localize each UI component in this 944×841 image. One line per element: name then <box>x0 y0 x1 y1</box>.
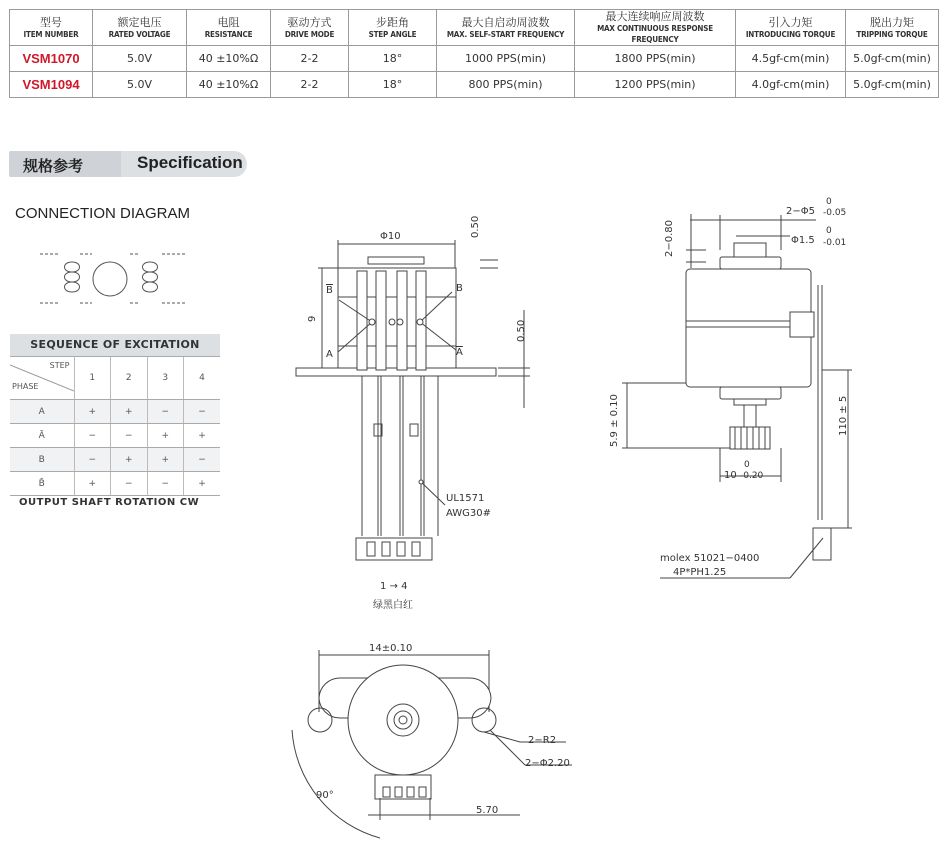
dim-10: 10 <box>724 470 737 481</box>
excitation-cell: + <box>184 472 221 496</box>
dim-top-050: 0.50 <box>470 215 481 238</box>
excitation-cell: − <box>111 424 148 448</box>
header-tripping-torque: 脱出力矩 TRIPPING TORQUE <box>846 10 939 46</box>
connection-diagram-title: CONNECTION DIAGRAM <box>15 205 191 222</box>
tol-phi5-lower: -0.05 <box>823 208 847 218</box>
wire-colors: 绿黑白红 <box>373 600 413 611</box>
label-a-bar: $\overline{A}$ <box>456 347 463 358</box>
side-view-drawing <box>622 214 852 578</box>
table-cell: 2-2 <box>271 72 349 98</box>
model-cell: VSM1094 <box>10 72 93 98</box>
header-resistance: 电阻 RESISTANCE <box>187 10 271 46</box>
dim-phi15: Φ1.5 <box>791 235 815 246</box>
dim-phi5: 2−Φ5 <box>786 206 815 217</box>
table-cell: 800 PPS(min) <box>437 72 575 98</box>
sequence-header-row <box>10 357 220 400</box>
sequence-row <box>10 424 220 448</box>
phase-cell: B <box>10 448 74 472</box>
dim-59: 5.9 ± 0.10 <box>609 394 620 447</box>
header-continuous: 最大连续响应周波数 MAX CONTINUOUS RESPONSE FREQUENCY <box>575 10 736 46</box>
header-drive-mode: 驱动方式 DRIVE MODE <box>271 10 349 46</box>
step-phase-header <box>10 357 74 400</box>
coil-right-icon <box>130 254 185 303</box>
phase-cell: Ā <box>10 424 74 448</box>
excitation-cell: + <box>184 424 221 448</box>
cable-spec-2: AWG30# <box>446 508 492 519</box>
tol-phi5-upper: 0 <box>826 197 832 207</box>
tol-10-lower: -0.20 <box>740 471 764 481</box>
excitation-cell: − <box>184 448 221 472</box>
section-title-cn: 规格参考 <box>23 157 84 175</box>
excitation-cell: + <box>147 424 184 448</box>
section-banner <box>9 151 247 177</box>
excitation-cell: − <box>74 448 111 472</box>
section-title-en: Specification <box>137 153 243 172</box>
tol-phi15-lower: -0.01 <box>823 238 847 248</box>
table-cell: 40 ±10%Ω <box>187 72 271 98</box>
table-cell: 5.0gf-cm(min) <box>846 46 939 72</box>
dim-height-9: 9 <box>307 315 318 322</box>
step-label: STEP <box>49 361 70 370</box>
dim-r2: 2−R2 <box>528 735 557 746</box>
table-row <box>10 46 939 72</box>
sequence-row <box>10 472 220 496</box>
table-cell: 18° <box>349 72 437 98</box>
excitation-cell: + <box>74 472 111 496</box>
sequence-row <box>10 448 220 472</box>
dim-phi220: 2−Φ2.20 <box>525 758 570 769</box>
step-number: 4 <box>184 357 221 400</box>
sequence-row <box>10 400 220 424</box>
table-cell: 5.0V <box>93 72 187 98</box>
table-cell: 4.5gf-cm(min) <box>736 46 846 72</box>
rotor-icon <box>93 262 127 296</box>
table-cell: 1200 PPS(min) <box>575 72 736 98</box>
phase-cell: A <box>10 400 74 424</box>
dim-110: 110 ± 5 <box>838 395 849 436</box>
excitation-cell: + <box>111 448 148 472</box>
sequence-table <box>10 356 220 496</box>
table-cell: 4.0gf-cm(min) <box>736 72 846 98</box>
connector-model: molex 51021−0400 <box>660 553 760 564</box>
table-cell: 2-2 <box>271 46 349 72</box>
header-item-number: 型号 ITEM NUMBER <box>10 10 93 46</box>
header-step-angle: 步距角 STEP ANGLE <box>349 10 437 46</box>
angle-90: 90° <box>316 790 334 801</box>
table-cell: 1800 PPS(min) <box>575 46 736 72</box>
header-rated-voltage: 额定电压 RATED VOLTAGE <box>93 10 187 46</box>
step-number: 2 <box>111 357 148 400</box>
spec-table <box>9 9 939 98</box>
table-cell: 5.0gf-cm(min) <box>846 72 939 98</box>
excitation-cell: − <box>74 424 111 448</box>
dim-570: 5.70 <box>476 805 499 816</box>
model-cell: VSM1070 <box>10 46 93 72</box>
excitation-cell: − <box>147 400 184 424</box>
label-b-bar: $\overline{B}$ <box>326 285 333 296</box>
sequence-caption: SEQUENCE OF EXCITATION <box>10 334 220 356</box>
connector-spec: 4P*PH1.25 <box>673 567 727 578</box>
label-a: A <box>326 349 333 360</box>
label-b: B <box>456 283 463 294</box>
tol-phi15-upper: 0 <box>826 226 832 236</box>
coil-left-icon <box>40 254 92 303</box>
phase-label: PHASE <box>12 382 39 391</box>
excitation-cell: + <box>111 400 148 424</box>
dim-phi10: Φ10 <box>380 231 401 242</box>
phase-cell: B̄ <box>10 472 74 496</box>
tol-10-upper: 0 <box>744 460 750 470</box>
dim-080: 2−0.80 <box>664 219 675 257</box>
excitation-cell: + <box>74 400 111 424</box>
step-number: 1 <box>74 357 111 400</box>
rotation-note: OUTPUT SHAFT ROTATION CW <box>19 497 200 508</box>
excitation-cell: − <box>111 472 148 496</box>
excitation-cell: + <box>147 448 184 472</box>
dim-14: 14±0.10 <box>369 643 413 654</box>
excitation-cell: − <box>184 400 221 424</box>
pin-order: 1 → 4 <box>380 581 408 592</box>
table-cell: 18° <box>349 46 437 72</box>
step-number: 3 <box>147 357 184 400</box>
table-cell: 1000 PPS(min) <box>437 46 575 72</box>
header-introducing-torque: 引入力矩 INTRODUCING TORQUE <box>736 10 846 46</box>
spec-header-row <box>10 10 939 46</box>
header-self-start: 最大自启动周波数 MAX. SELF-START FREQUENCY <box>437 10 575 46</box>
cable-spec-1: UL1571 <box>446 493 485 504</box>
table-row <box>10 72 939 98</box>
table-cell: 40 ±10%Ω <box>187 46 271 72</box>
table-cell: 5.0V <box>93 46 187 72</box>
dim-side-050: 0.50 <box>516 319 527 342</box>
excitation-cell: − <box>147 472 184 496</box>
